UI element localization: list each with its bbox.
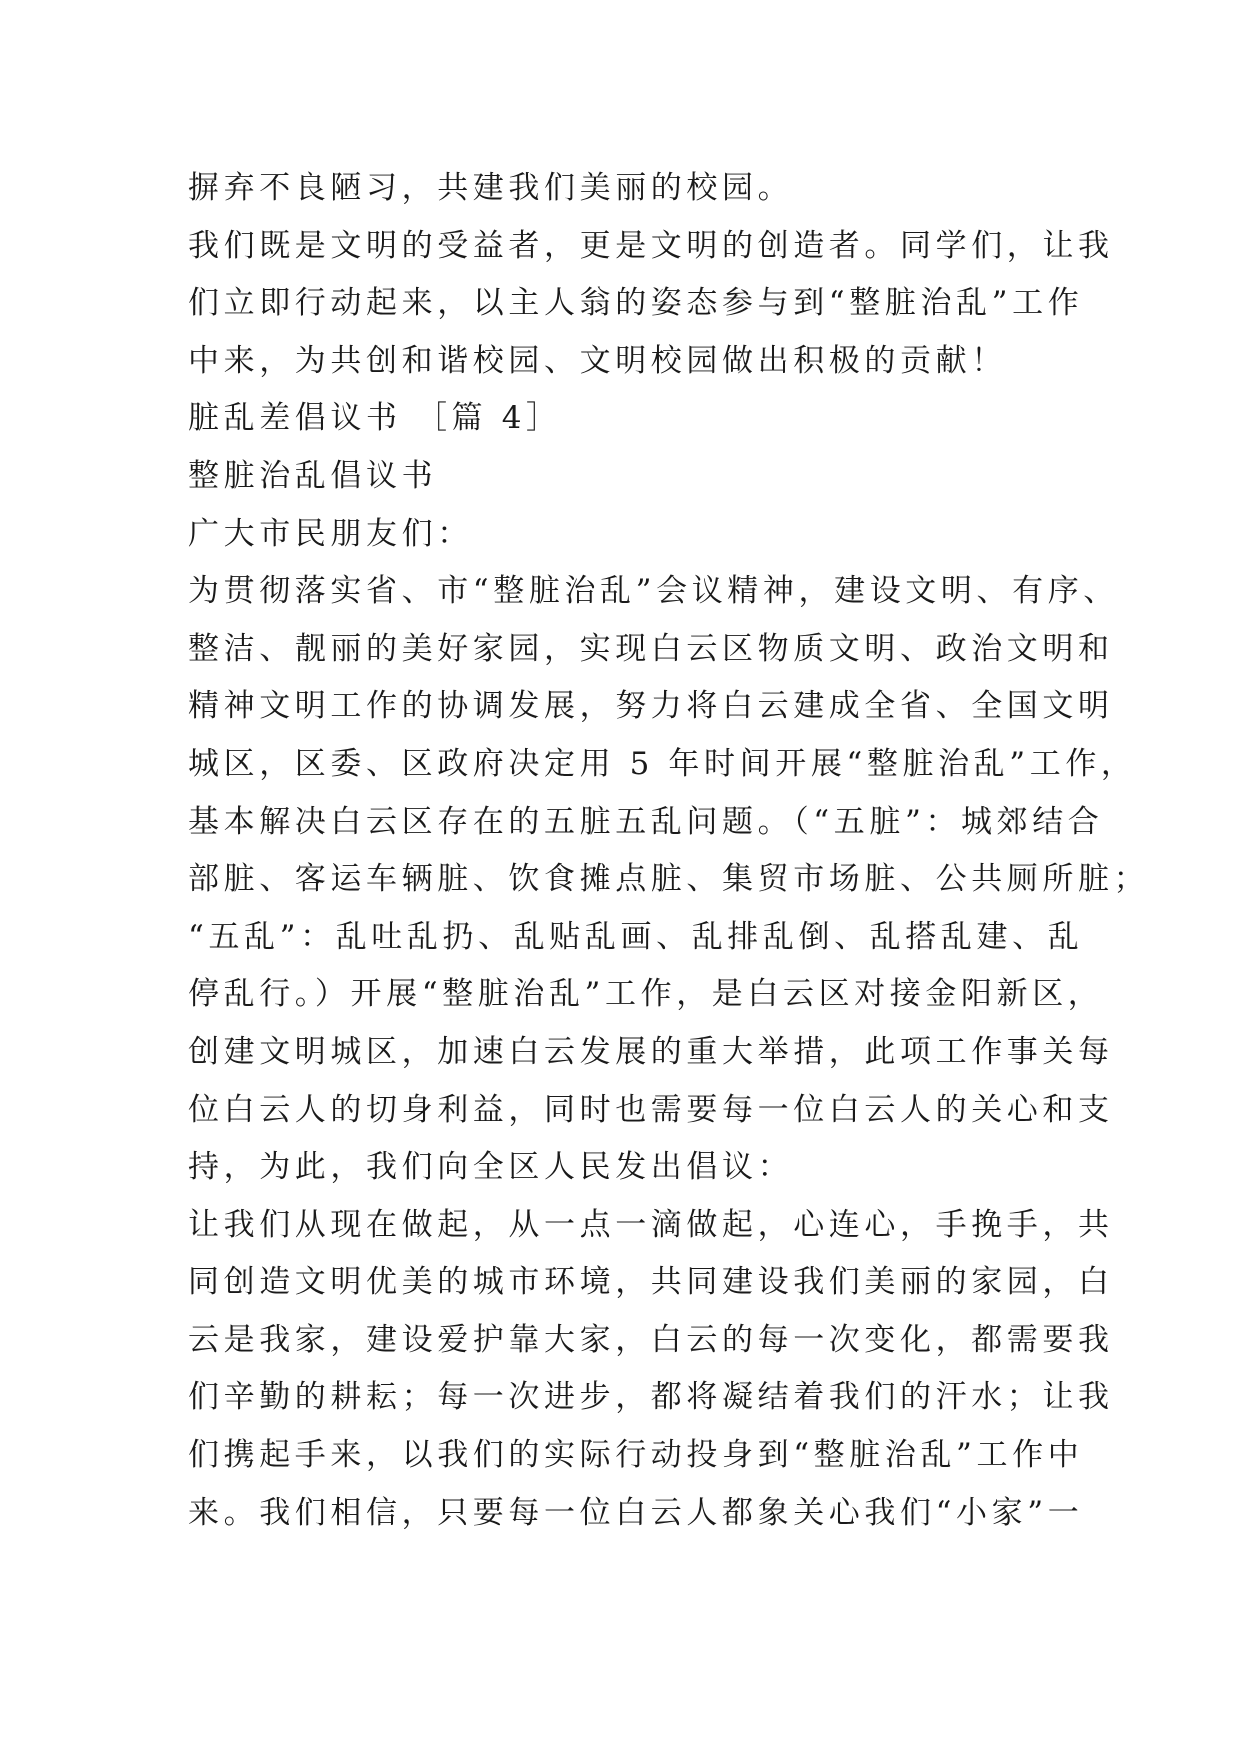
text-line: 城区，区委、区政府决定用 5 年时间开展“整脏治乱”工作，: [188, 745, 1137, 782]
document-title: 整脏治乱倡议书: [188, 457, 438, 494]
text-line: 整洁、靓丽的美好家园，实现白云区物质文明、政治文明和: [188, 630, 1114, 667]
text-line: 创建文明城区，加速白云发展的重大举措，此项工作事关每: [188, 1033, 1114, 1070]
text-line: 为贯彻落实省、市“整脏治乱”会议精神，建设文明、有序、: [188, 573, 1119, 610]
text-line: 位白云人的切身利益，同时也需要每一位白云人的关心和支: [188, 1091, 1114, 1128]
text-line: 让我们从现在做起，从一点一滴做起，心连心，手挽手，共: [188, 1206, 1114, 1243]
text-line: 云是我家，建设爱护靠大家，白云的每一次变化，都需要我: [188, 1321, 1114, 1358]
text-line: “五乱”：乱吐乱扔、乱贴乱画、乱排乱倒、乱搭乱建、乱: [188, 918, 1084, 955]
text-line: 基本解决白云区存在的五脏五乱问题。（“五脏”：城郊结合: [188, 803, 1104, 840]
text-line: 部脏、客运车辆脏、饮食摊点脏、集贸市场脏、公共厕所脏；: [188, 861, 1150, 898]
text-line: 们辛勤的耕耘；每一次进步，都将凝结着我们的汗水；让我: [188, 1379, 1114, 1416]
text-line: 我们既是文明的受益者，更是文明的创造者。同学们，让我: [188, 227, 1114, 264]
text-line: 精神文明工作的协调发展，努力将白云建成全省、全国文明: [188, 688, 1114, 725]
text-line: 来。我们相信，只要每一位白云人都象关心我们“小家”一: [188, 1494, 1084, 1531]
salutation: 广大市民朋友们：: [188, 515, 473, 552]
text-line: 中来，为共创和谐校园、文明校园做出积极的贡献！: [188, 342, 1007, 379]
text-line: 停乱行。）开展“整脏治乱”工作，是白云区对接金阳新区，: [188, 976, 1104, 1013]
text-line: 持，为此，我们向全区人民发出倡议：: [188, 1149, 794, 1186]
text-line: 同创造文明优美的城市环境，共同建设我们美丽的家园，白: [188, 1264, 1114, 1301]
document-body: [188, 160, 1150, 1542]
text-line: 摒弃不良陋习，共建我们美丽的校园。: [188, 170, 794, 206]
text-line: 们立即行动起来，以主人翁的姿态参与到“整脏治乱”工作: [188, 285, 1084, 322]
text-line: 们携起手来，以我们的实际行动投身到“整脏治乱”工作中: [188, 1437, 1084, 1474]
section-heading: 脏乱差倡议书 ［篇 4］: [188, 400, 562, 437]
